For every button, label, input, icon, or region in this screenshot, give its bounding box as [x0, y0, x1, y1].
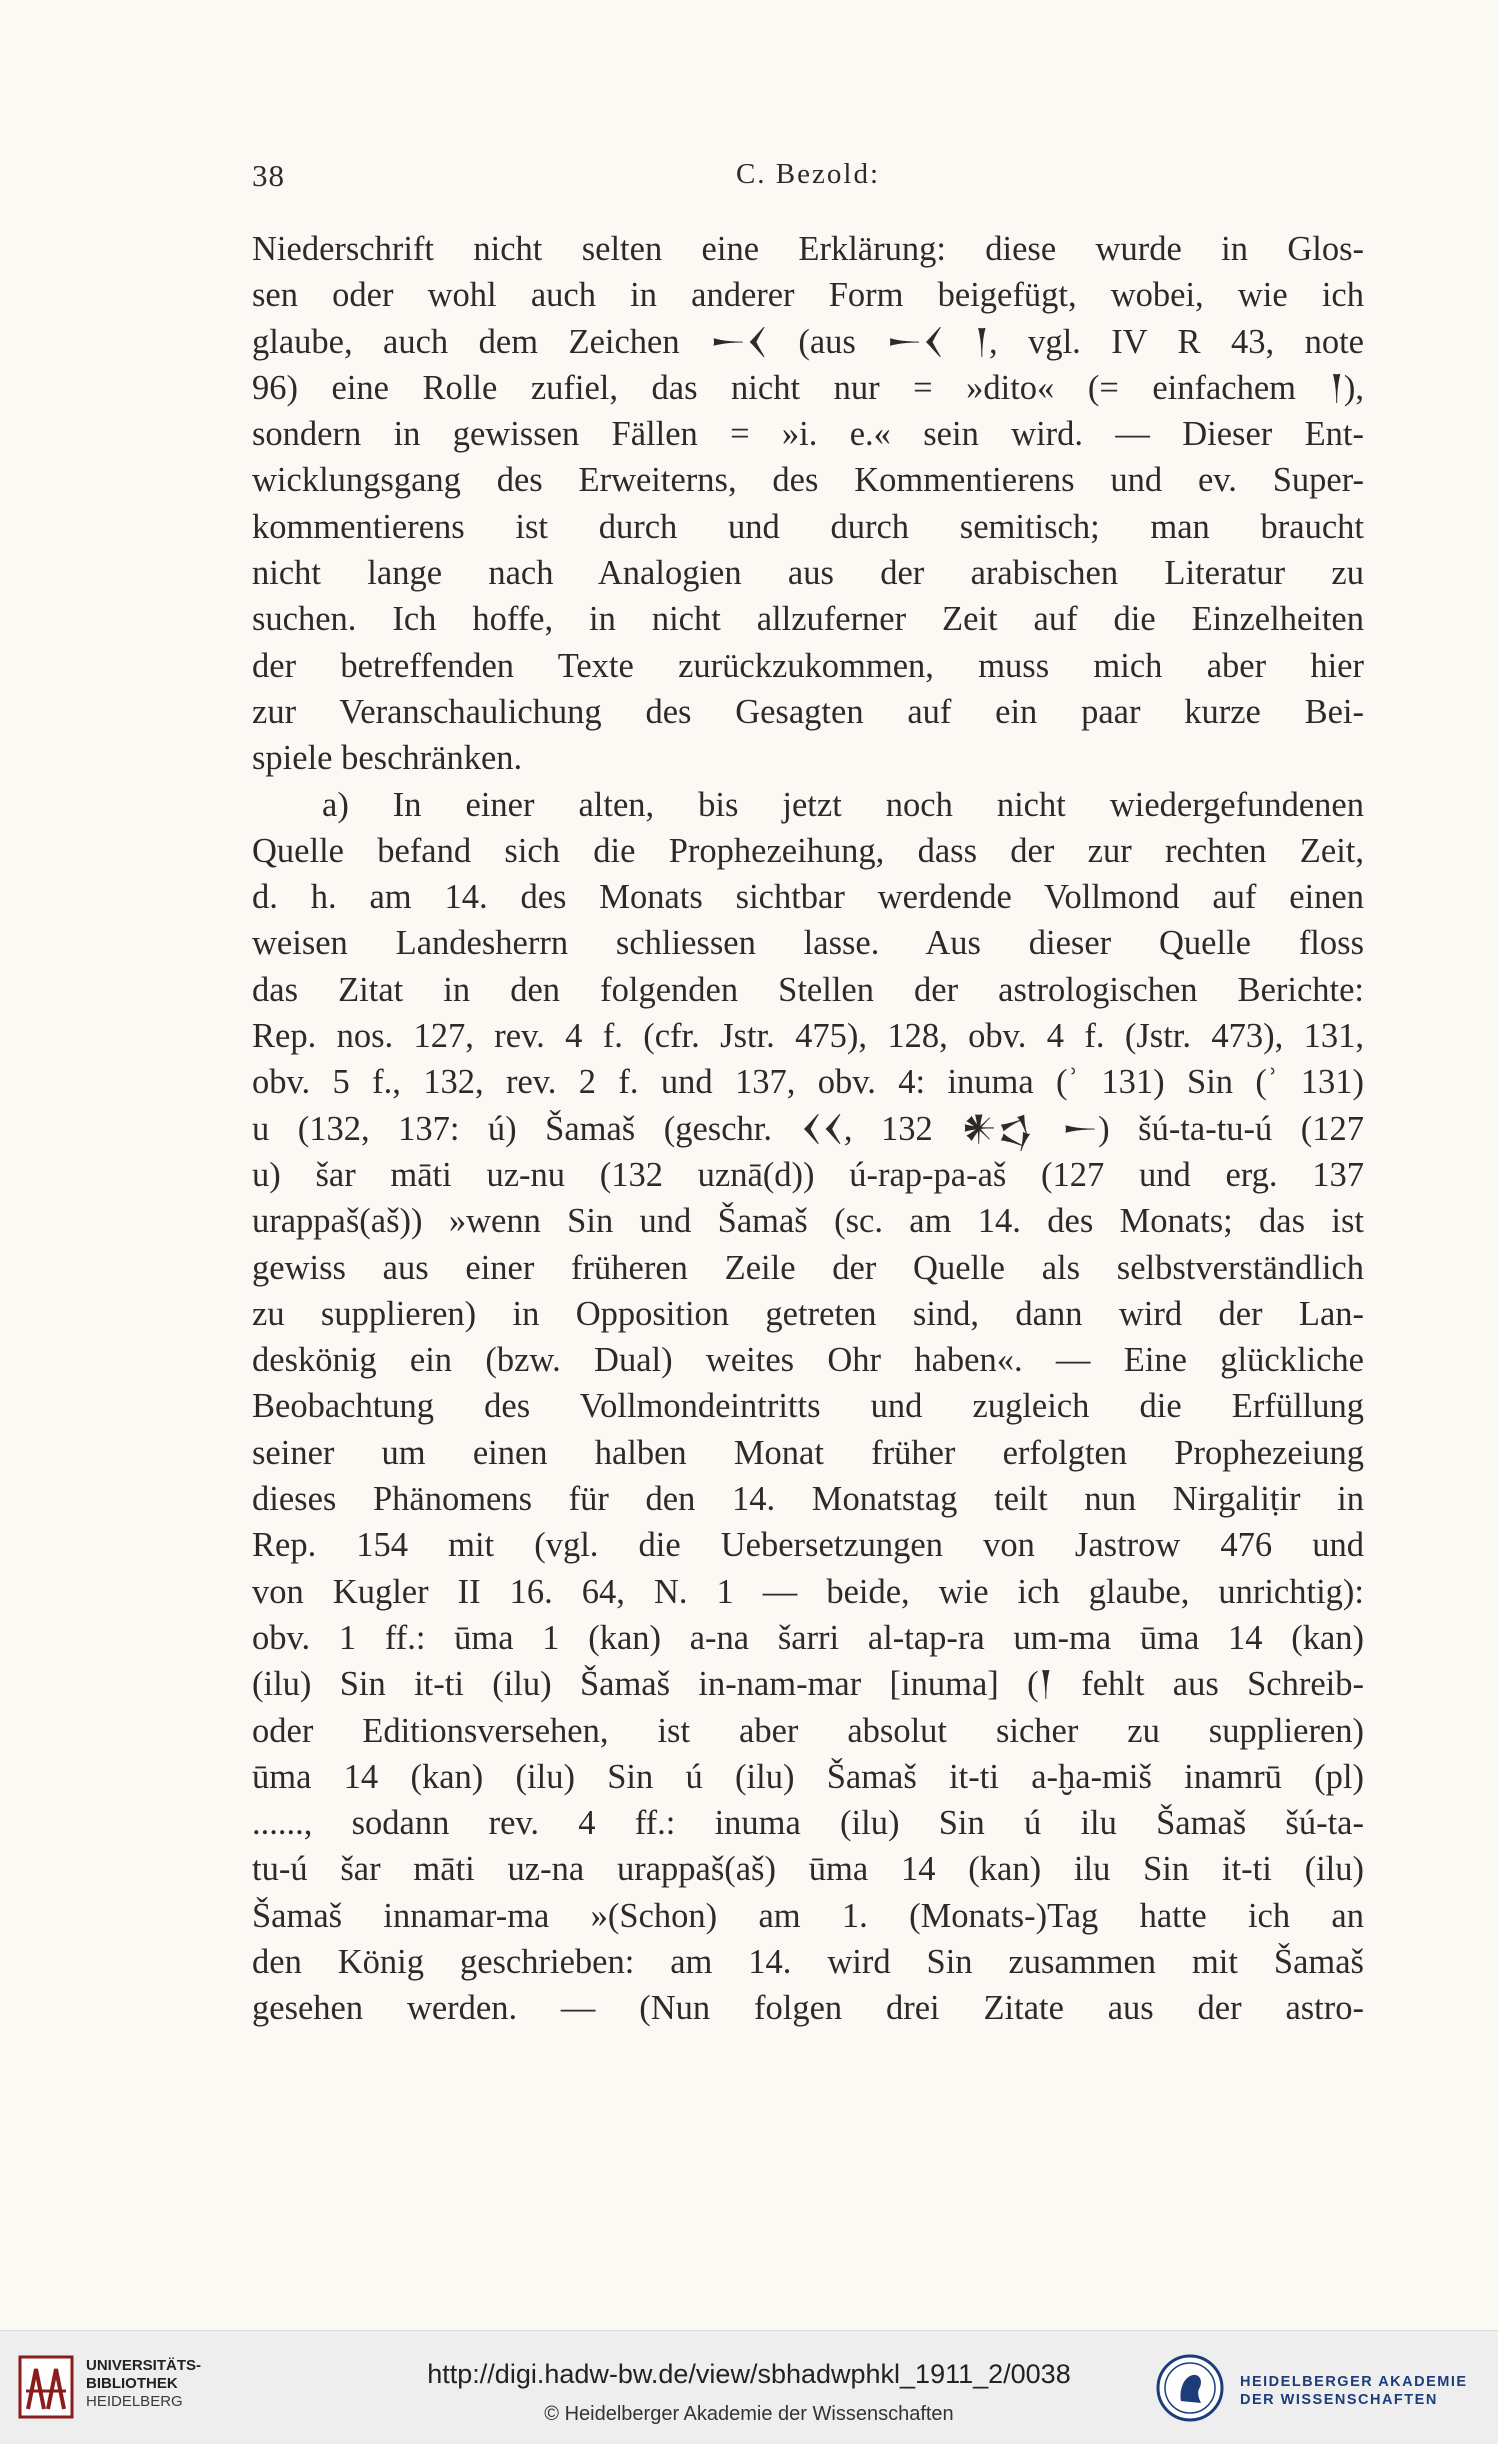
text-line: Rep. nos. 127, rev. 4 f. (cfr. Jstr. 475), 128, obv. 4 f. (Jstr. 473), 131,: [252, 1017, 1364, 1056]
text-line: ūma 14 (kan) (ilu) Sin ú (ilu) Šamaš it-ti a-ḫa-miš inamrū (pl): [252, 1757, 1364, 1796]
text-line: u) šar māti uz-nu (132 uznā(d)) ú-rap-pa-aš (127 und erg. 137: [252, 1155, 1364, 1194]
text-line: dieses Phänomens für den 14. Monatstag teilt nun Nirgaliṭir in: [252, 1480, 1364, 1519]
page-header: [252, 158, 1364, 198]
text-line: sondern in gewissen Fällen = »i. e.« sein wird. — Dieser Ent-: [252, 415, 1364, 454]
text-line: der betreffenden Texte zurückzukommen, muss mich aber hier: [252, 646, 1364, 685]
text-line: seiner um einen halben Monat früher erfolgten Prophezeiung: [252, 1433, 1364, 1472]
text-line: obv. 5 f., 132, rev. 2 f. und 137, obv. 4: inuma (ʾ 131) Sin (ʾ 131): [252, 1063, 1364, 1102]
text-line: zur Veranschaulichung des Gesagten auf ein paar kurze Bei-: [252, 692, 1364, 731]
copyright-notice: © Heidelberger Akademie der Wissenschaften: [544, 2403, 954, 2425]
text-line: ......, sodann rev. 4 ff.: inuma (ilu) Sin ú ilu Šamaš šú-ta-: [252, 1804, 1364, 1843]
text-line: urappaš(aš)) »wenn Sin und Šamaš (sc. am 14. des Monats; das ist: [252, 1202, 1364, 1241]
text-line: Quelle befand sich die Prophezeihung, dass der zur rechten Zeit,: [252, 831, 1364, 870]
viewer-footer: [0, 2330, 1498, 2444]
text-line: Beobachtung des Vollmondeintritts und zugleich die Erfüllung: [252, 1387, 1364, 1426]
text-line: (ilu) Sin it-ti (ilu) Šamaš in-nam-mar [inuma] (𒁹 fehlt aus Schreib-: [252, 1665, 1364, 1704]
text-line: oder Editionsversehen, ist aber absolut sicher zu supplieren): [252, 1711, 1364, 1750]
text-line: das Zitat in den folgenden Stellen der astrologischen Berichte:: [252, 970, 1364, 1009]
text-line: den König geschrieben: am 14. wird Sin zusammen mit Šamaš: [252, 1942, 1364, 1981]
text-line: Niederschrift nicht selten eine Erklärung: diese wurde in Glos-: [252, 230, 1364, 268]
text-line: deskönig ein (bzw. Dual) weites Ohr haben«. — Eine glückliche: [252, 1341, 1364, 1380]
text-line: glaube, auch dem Zeichen 𒀸𒌋 (aus 𒀸𒌋 𒁹, vgl. IV R 43, note: [252, 322, 1364, 361]
text-line: u (132, 137: ú) Šamaš (geschr. 𒌋𒌋, 132 𒀭𒌓 𒀸) šú-ta-tu-ú (127: [252, 1109, 1364, 1148]
text-line: Šamaš innamar-ma »(Schon) am 1. (Monats-)Tag hatte ich an: [252, 1896, 1364, 1935]
academy-name: HEIDELBERGER AKADEMIE DER WISSENSCHAFTEN: [1240, 2374, 1468, 2408]
library-name: UNIVERSITÄTS- BIBLIOTHEK HEIDELBERG: [86, 2357, 202, 2410]
text-line: sen oder wohl auch in anderer Form beigefügt, wobei, wie ich: [252, 276, 1364, 315]
text-line: suchen. Ich hoffe, in nicht allzuferner Zeit auf die Einzelheiten: [252, 600, 1364, 639]
text-line: weisen Landesherrn schliessen lasse. Aus dieser Quelle floss: [252, 924, 1364, 963]
text-line: zu supplieren) in Opposition getreten sind, dann wird der Lan-: [252, 1294, 1364, 1333]
text-line: nicht lange nach Analogien aus der arabischen Literatur zu: [252, 554, 1364, 593]
permalink-url[interactable]: http://digi.hadw-bw.de/view/sbhadwphkl_1911_2/0038: [427, 2359, 1071, 2389]
body-text: [252, 226, 1364, 2032]
page-number: 38: [252, 158, 285, 193]
text-line: gewiss aus einer früheren Zeile der Quelle als selbstverständlich: [252, 1248, 1364, 1287]
text-line: a) In einer alten, bis jetzt noch nicht wiedergefundenen: [322, 785, 1364, 824]
text-line: gesehen werden. — (Nun folgen drei Zitate aus der astro-: [252, 1989, 1364, 2028]
running-head: C. Bezold:: [735, 158, 881, 190]
text-line: tu-ú šar māti uz-na urappaš(aš) ūma 14 (kan) ilu Sin it-ti (ilu): [252, 1850, 1364, 1889]
text-line: spiele beschränken.: [252, 739, 523, 778]
text-line: 96) eine Rolle zufiel, das nicht nur = »dito« (= einfachem 𒁹),: [252, 368, 1364, 407]
academy-emblem-icon: [1155, 2353, 1225, 2423]
text-line: kommentierens ist durch und durch semitisch; man braucht: [252, 507, 1364, 546]
text-line: obv. 1 ff.: ūma 1 (kan) a-na šarri al-tap-ra um-ma ūma 14 (kan): [252, 1618, 1364, 1657]
text-line: von Kugler II 16. 64, N. 1 — beide, wie ich glaube, unrichtig):: [252, 1572, 1364, 1611]
text-line: Rep. 154 mit (vgl. die Uebersetzungen von Jastrow 476 und: [252, 1526, 1364, 1565]
text-line: d. h. am 14. des Monats sichtbar werdende Vollmond auf einen: [252, 878, 1364, 917]
text-line: wicklungsgang des Erweiterns, des Kommentierens und ev. Super-: [252, 461, 1364, 500]
